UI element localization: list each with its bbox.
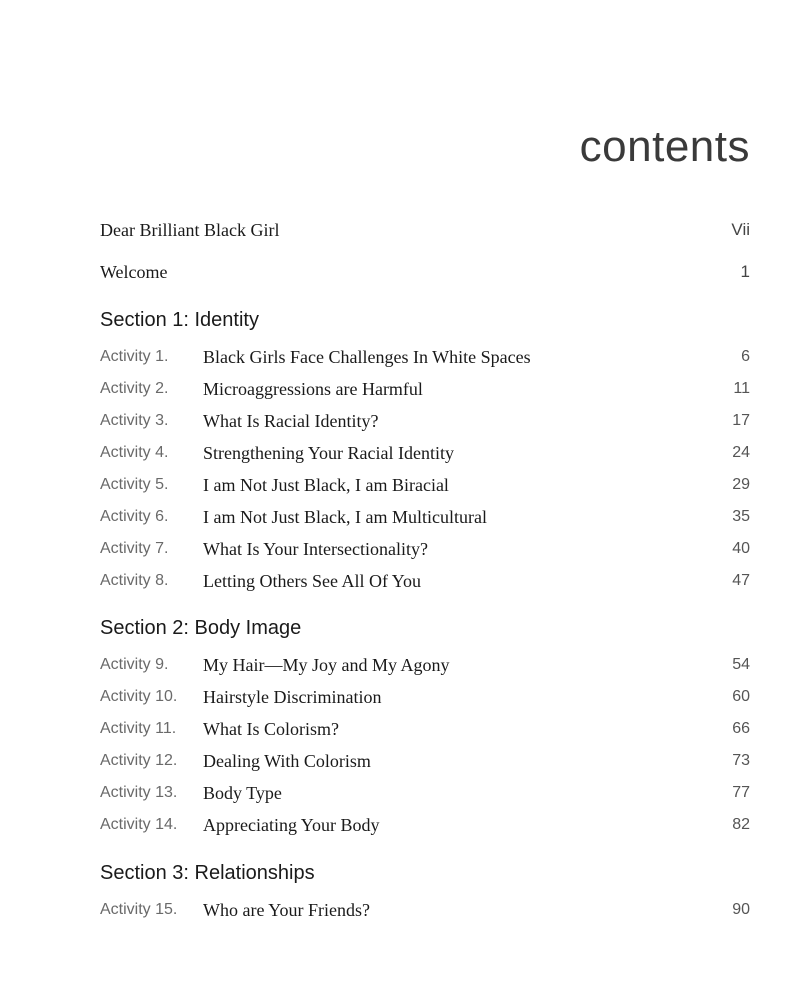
activity-number: Activity 7. (100, 540, 169, 557)
activity-number: Activity 15. (100, 901, 178, 918)
activity-title: My Hair—My Joy and My Agony (203, 655, 450, 675)
toc-activity-row[interactable] (100, 475, 750, 501)
activity-title: Hairstyle Discrimination (203, 687, 382, 707)
toc-activity-row[interactable] (100, 411, 750, 437)
page-title: contents (579, 122, 750, 171)
toc-activity-row[interactable] (100, 539, 750, 565)
activity-page: 73 (732, 752, 750, 769)
toc-activity-row[interactable] (100, 783, 750, 809)
activity-page: 60 (732, 688, 750, 705)
activity-page: 35 (732, 508, 750, 525)
activity-number: Activity 13. (100, 784, 178, 801)
activity-number: Activity 10. (100, 688, 178, 705)
activity-title: Appreciating Your Body (203, 815, 380, 835)
activity-title: Dealing With Colorism (203, 751, 371, 771)
activity-number: Activity 14. (100, 816, 178, 833)
activity-title: Microaggressions are Harmful (203, 379, 423, 399)
entry-page: Vii (731, 220, 750, 239)
activity-number: Activity 1. (100, 348, 169, 365)
activity-page: 17 (732, 412, 750, 429)
activity-page: 11 (733, 380, 750, 397)
activity-number: Activity 3. (100, 412, 169, 429)
toc-activity-row[interactable] (100, 379, 750, 405)
activity-page: 90 (732, 901, 750, 918)
activity-number: Activity 9. (100, 656, 169, 673)
toc-activity-row[interactable] (100, 900, 750, 926)
toc-entry-dear-brilliant-black-girl[interactable] (100, 220, 750, 248)
activity-title: I am Not Just Black, I am Multicultural (203, 507, 487, 527)
toc-activity-row[interactable] (100, 443, 750, 469)
activity-page: 40 (732, 540, 750, 557)
toc-activity-row[interactable] (100, 347, 750, 373)
activity-title: Body Type (203, 783, 282, 803)
activity-title: Black Girls Face Challenges In White Spaces (203, 347, 531, 367)
activity-page: 66 (732, 720, 750, 737)
entry-page: 1 (740, 262, 750, 281)
activity-page: 6 (741, 348, 750, 365)
toc-entry-welcome[interactable] (100, 262, 750, 290)
toc-activity-row[interactable] (100, 655, 750, 681)
activity-number: Activity 8. (100, 572, 169, 589)
toc-activity-row[interactable] (100, 507, 750, 533)
section-heading-identity: Section 1: Identity (100, 309, 259, 331)
activity-number: Activity 4. (100, 444, 169, 461)
activity-page: 82 (732, 816, 750, 833)
activity-number: Activity 6. (100, 508, 169, 525)
activity-title: Strengthening Your Racial Identity (203, 443, 454, 463)
activity-title: I am Not Just Black, I am Biracial (203, 475, 449, 495)
activity-title: Letting Others See All Of You (203, 571, 421, 591)
activity-number: Activity 11. (100, 720, 177, 737)
toc-activity-row[interactable] (100, 687, 750, 713)
activity-number: Activity 5. (100, 476, 169, 493)
entry-title: Welcome (100, 262, 168, 282)
activity-title: What Is Racial Identity? (203, 411, 379, 431)
toc-activity-row[interactable] (100, 719, 750, 745)
activity-number: Activity 2. (100, 380, 169, 397)
section-heading-body-image: Section 2: Body Image (100, 617, 302, 639)
toc-activity-row[interactable] (100, 815, 750, 841)
section-heading-relationships: Section 3: Relationships (100, 862, 315, 884)
activity-page: 54 (732, 656, 750, 673)
entry-title: Dear Brilliant Black Girl (100, 220, 280, 240)
toc-activity-row[interactable] (100, 571, 750, 597)
toc-activity-row[interactable] (100, 751, 750, 777)
activity-title: What Is Your Intersectionality? (203, 539, 428, 559)
activity-page: 47 (732, 572, 750, 589)
activity-title: What Is Colorism? (203, 719, 339, 739)
activity-page: 77 (732, 784, 750, 801)
activity-title: Who are Your Friends? (203, 900, 370, 920)
activity-page: 24 (732, 444, 750, 461)
activity-page: 29 (732, 476, 750, 493)
activity-number: Activity 12. (100, 752, 178, 769)
